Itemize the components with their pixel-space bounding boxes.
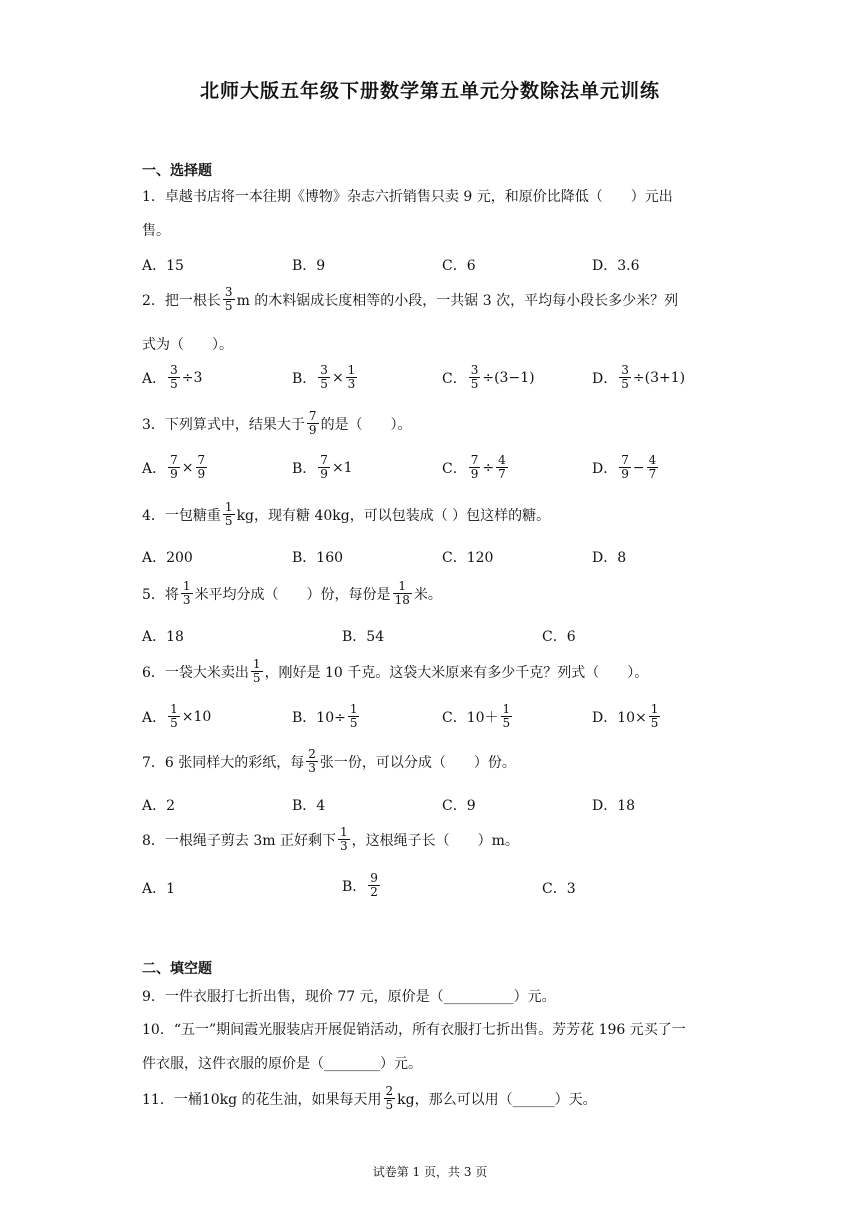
option-b — [292, 454, 353, 481]
denominator: 5 — [385, 1098, 394, 1112]
denominator: 5 — [470, 377, 479, 391]
question-6-post: ，刚好是 10 千克。这袋大米原来有多少千克？列式（ ）。 — [264, 664, 649, 681]
option-c — [442, 703, 514, 730]
expression-tail: ÷(3−1) — [482, 369, 535, 386]
option-b: B．54 — [342, 629, 385, 645]
numerator: 7 — [170, 453, 178, 467]
fraction — [307, 410, 319, 437]
expression-tail: ÷3 — [181, 369, 203, 386]
fraction — [346, 364, 358, 391]
fraction — [168, 703, 180, 730]
denominator: 5 — [650, 716, 659, 730]
denominator: 5 — [224, 299, 233, 313]
fraction — [251, 658, 263, 685]
option-b: B．4 — [292, 798, 326, 814]
option-c: C．9 — [442, 798, 476, 814]
fraction — [469, 454, 481, 481]
denominator: 3 — [182, 593, 191, 607]
section-heading-choice: 一、选择题 — [142, 163, 212, 179]
fraction — [318, 364, 330, 391]
option-label: A． — [142, 460, 167, 477]
numerator: 1 — [502, 702, 511, 716]
numerator: 7 — [308, 409, 317, 423]
option-a — [142, 703, 211, 730]
option-label: C． — [442, 370, 467, 387]
numerator: 7 — [621, 453, 629, 467]
option-label: B． — [342, 878, 367, 895]
option-label: A． — [142, 709, 167, 726]
numerator: 3 — [170, 363, 178, 377]
option-label: D． — [592, 460, 618, 477]
question-11-pre: 11．一桶10kg 的花生油，如果每天用 — [142, 1091, 382, 1108]
fraction — [168, 364, 180, 391]
operator: × — [331, 369, 344, 386]
question-10-text-cont: 件衣服，这件衣服的原价是（________）元。 — [142, 1056, 422, 1072]
numerator: 1 — [340, 825, 348, 839]
option-d — [592, 703, 662, 730]
operator: × — [181, 459, 194, 476]
option-a: A．200 — [142, 550, 193, 566]
option-c — [442, 364, 535, 391]
option-c — [442, 454, 510, 481]
option-c: C．6 — [442, 258, 476, 274]
question-3-text — [142, 410, 412, 437]
question-8-text — [142, 826, 519, 853]
expression-tail: ×1 — [331, 459, 353, 476]
option-b — [292, 364, 359, 391]
denominator: 18 — [394, 593, 410, 607]
denominator: 5 — [502, 716, 511, 730]
page-title: 北师大版五年级下册数学第五单元分数除法单元训练 — [199, 80, 660, 102]
numerator: 3 — [320, 363, 328, 377]
denominator: 9 — [170, 467, 178, 481]
denominator: 9 — [621, 467, 629, 481]
option-label: C． — [442, 460, 467, 477]
denominator: 7 — [498, 467, 506, 481]
fraction — [338, 826, 350, 853]
numerator: 1 — [224, 500, 233, 514]
question-2-pre: 2．把一根长 — [142, 292, 221, 309]
option-label: B． — [292, 460, 317, 477]
option-b: B．9 — [292, 258, 326, 274]
option-label: C．10＋ — [442, 709, 499, 726]
option-a — [142, 364, 202, 391]
fraction — [496, 454, 508, 481]
denominator: 9 — [470, 467, 479, 481]
denominator: 3 — [347, 377, 356, 391]
question-7-text — [142, 748, 516, 775]
fraction — [501, 703, 513, 730]
numerator: 2 — [385, 1084, 394, 1098]
option-label: B． — [292, 370, 317, 387]
fraction — [318, 454, 330, 481]
fraction — [348, 703, 360, 730]
denominator: 2 — [370, 885, 378, 899]
denominator: 3 — [340, 839, 348, 853]
numerator: 7 — [470, 453, 479, 467]
option-c: C．3 — [542, 881, 576, 897]
option-b — [342, 872, 382, 899]
option-d — [592, 364, 685, 391]
question-9-text: 9．一件衣服打七折出售，现价 77 元，原价是（__________）元。 — [142, 989, 556, 1005]
fraction — [223, 286, 235, 313]
option-b: B．160 — [292, 550, 344, 566]
option-d: D．3.6 — [592, 258, 640, 274]
fraction — [619, 364, 631, 391]
question-2-text-cont: 式为（ ）。 — [142, 337, 233, 353]
numerator: 1 — [170, 702, 178, 716]
question-5-pre: 5．将 — [142, 586, 179, 603]
denominator: 5 — [621, 377, 629, 391]
numerator: 7 — [320, 453, 328, 467]
option-a: A．2 — [142, 798, 176, 814]
denominator: 5 — [170, 716, 178, 730]
question-8-pre: 8．一根绳子剪去 3m 正好剩下 — [142, 832, 336, 849]
option-label: D． — [592, 370, 618, 387]
numerator: 4 — [648, 453, 657, 467]
option-label: A． — [142, 370, 167, 387]
question-11-text — [142, 1085, 597, 1112]
fraction — [647, 454, 659, 481]
numerator: 1 — [349, 702, 358, 716]
numerator: 2 — [308, 747, 316, 761]
question-4-pre: 4．一包糖重 — [142, 507, 221, 524]
numerator: 1 — [252, 657, 261, 671]
question-4-post: kg，现有糖 40kg，可以包装成（ ）包这样的糖。 — [236, 507, 551, 524]
denominator: 9 — [308, 423, 317, 437]
question-11-post: kg，那么可以用（______）天。 — [397, 1091, 597, 1108]
numerator: 7 — [197, 453, 206, 467]
question-5-post: 米。 — [413, 586, 442, 603]
fraction — [306, 748, 318, 775]
denominator: 3 — [308, 761, 316, 775]
denominator: 5 — [252, 671, 261, 685]
fraction — [168, 454, 180, 481]
question-1-text-cont: 售。 — [142, 223, 170, 239]
operator: ÷ — [482, 459, 495, 476]
numerator: 3 — [621, 363, 629, 377]
numerator: 9 — [370, 871, 378, 885]
question-2-post: m 的木料锯成长度相等的小段，一共锯 3 次，平均每小段长多少米？列 — [236, 292, 679, 309]
fraction — [619, 454, 631, 481]
question-6-text — [142, 658, 648, 685]
option-label: D．10× — [592, 709, 647, 726]
denominator: 9 — [197, 467, 206, 481]
denominator: 5 — [170, 377, 178, 391]
question-6-pre: 6．一袋大米卖出 — [142, 664, 249, 681]
denominator: 5 — [224, 514, 233, 528]
question-5-text — [142, 580, 442, 607]
denominator: 5 — [320, 377, 328, 391]
page-footer: 试卷第 1 页，共 3 页 — [372, 1165, 488, 1179]
denominator: 5 — [349, 716, 358, 730]
numerator: 1 — [650, 702, 659, 716]
fraction — [196, 454, 208, 481]
fraction — [384, 1085, 396, 1112]
option-c: C．120 — [442, 550, 494, 566]
option-d: D．8 — [592, 550, 627, 566]
fraction — [368, 872, 380, 899]
fraction — [469, 364, 481, 391]
option-a: A．15 — [142, 258, 184, 274]
question-7-post: 张一份，可以分成（ ）份。 — [319, 754, 516, 771]
fraction — [393, 580, 412, 607]
expression-tail: ×10 — [181, 708, 212, 725]
question-7-pre: 7．6 张同样大的彩纸，每 — [142, 754, 305, 771]
option-c: C．6 — [542, 629, 576, 645]
option-a: A．1 — [142, 881, 176, 897]
question-4-text — [142, 501, 550, 528]
question-5-mid: 米平均分成（ ）份，每份是 — [194, 586, 391, 603]
option-a — [142, 454, 209, 481]
option-a: A．18 — [142, 629, 184, 645]
fraction — [223, 501, 235, 528]
question-1-text: 1．卓越书店将一本往期《博物》杂志六折销售只卖 9 元，和原价比降低（ ）元出 — [142, 189, 673, 205]
fraction — [649, 703, 661, 730]
denominator: 7 — [648, 467, 657, 481]
denominator: 9 — [320, 467, 328, 481]
option-d — [592, 454, 660, 481]
question-2-text — [142, 286, 678, 313]
expression-tail: ÷(3+1) — [632, 369, 686, 386]
numerator: 1 — [398, 579, 407, 593]
fraction — [181, 580, 193, 607]
question-3-post: 的是（ ）。 — [320, 416, 412, 433]
question-8-post: ，这根绳子长（ ）m。 — [351, 832, 519, 849]
numerator: 3 — [224, 285, 233, 299]
numerator: 1 — [347, 363, 356, 377]
numerator: 4 — [498, 453, 506, 467]
option-b — [292, 703, 361, 730]
option-d: D．18 — [592, 798, 636, 814]
question-10-text: 10．“五一”期间霞光服装店开展促销活动，所有衣服打七折出售。芳芳花 196 元买了一 — [142, 1022, 686, 1038]
option-label: B．10÷ — [292, 709, 346, 726]
operator: − — [632, 459, 645, 476]
numerator: 3 — [470, 363, 479, 377]
numerator: 1 — [182, 579, 191, 593]
question-3-pre: 3．下列算式中，结果大于 — [142, 416, 305, 433]
section-heading-fill: 二、填空题 — [142, 961, 212, 977]
